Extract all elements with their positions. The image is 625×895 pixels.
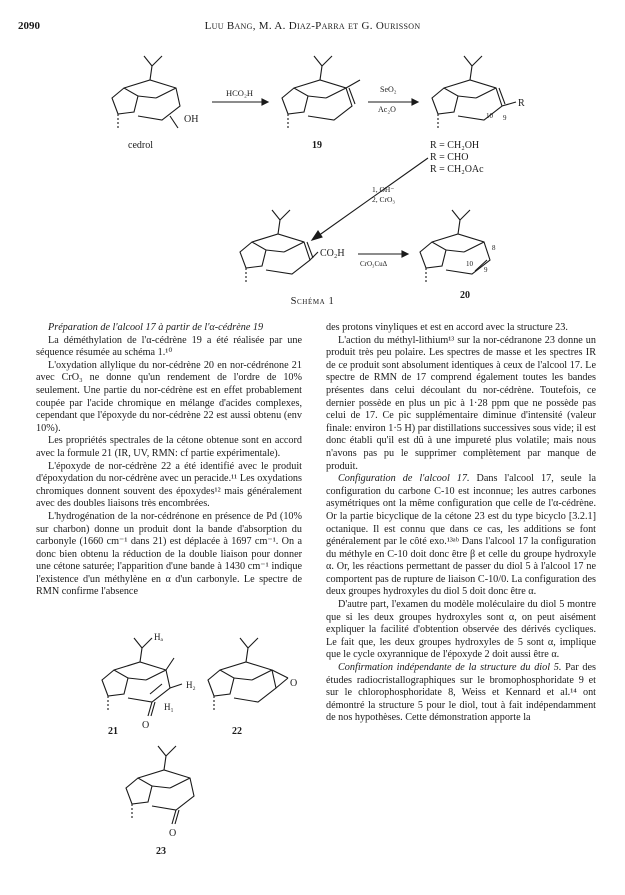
nor-cedrene-structure bbox=[420, 210, 490, 284]
left-paragraph-1: La déméthylation de l'α-cédrène 19 a été réalisée par une séquence résumée au schéma 1.¹⁰ bbox=[36, 334, 302, 359]
alpha-cedrene-structure bbox=[282, 56, 360, 130]
running-head: Luu Bang, M. A. Diaz-Parra et G. Ourisson bbox=[204, 20, 421, 32]
structure-23 bbox=[126, 746, 194, 824]
r-def-3: R = CH₂OAc bbox=[430, 164, 484, 175]
label-ha: Hₐ bbox=[154, 632, 163, 642]
section-heading-configuration: Configuration de l'alcool 17. bbox=[338, 473, 470, 485]
label-r: R bbox=[518, 98, 525, 109]
cedrol-structure bbox=[112, 56, 180, 130]
reagent-ac2o: Ac₂O bbox=[378, 105, 396, 114]
left-paragraph-3: Les propriétés spectrales de la cétone obtenue sont en accord avec la formule 21 (IR, UV, RMN: cf partie expérimentale). bbox=[36, 435, 302, 459]
section-heading-preparation: Préparation de l'alcool 17 à partir de l'α-cédrène 19 bbox=[48, 322, 264, 333]
label-c10-bottom: 10 bbox=[466, 260, 473, 268]
label-c10-top: 10 bbox=[486, 112, 493, 120]
label-o-21: O bbox=[142, 720, 150, 731]
page-number: 2090 bbox=[18, 20, 40, 32]
structures-svg bbox=[36, 628, 302, 890]
label-co2h: CO₂H bbox=[320, 248, 345, 259]
label-23: 23 bbox=[156, 846, 166, 857]
label-cedrol: cedrol bbox=[128, 140, 153, 151]
label-o-23: O bbox=[169, 828, 177, 839]
label-21: 21 bbox=[108, 726, 118, 737]
right-paragraph-3: Dans l'alcool 17, seule la configuration du carbone C-10 est inconnue; les autres carbones asymétriques ont la même configuration que celle de l'α-cédrène. Or la partie bicyclique de la cétone 23 est du type bicyclo [3.2.1] octanique. Il est connu que dans ce cas, les additions se font généralement par le côté exo.¹³ᵃᵇ Dans l'alcool 17 la configuration du méthyle en C-10 doit donc être β et celle du groupe hydroxyle α. Or, les réactions permettant de passer du diol 5 à l'alcool 17 ne comportent pas de rupture de liaison C-10/0. La configuration des deux groupes hydroxyles du diol 5 doit donc être α. bbox=[326, 473, 597, 598]
page-header bbox=[18, 20, 607, 36]
left-paragraph-5: L'hydrogénation de la nor-cédrénone en présence de Pd (10% sur charbon) donne un produit dont la bande d'absorption du carbonyle (1660 cm⁻¹ dans 21) est déplacée à 1697 cm⁻¹. On a donc bien obtenu la réduction de la double liaison pour donner une cétone saturée; l'apparition d'une bande à 1430 cm⁻¹ indique l'existence d'un méthylène en α d'un carbonyle. Le spectre de RMN confirme l'absence bbox=[36, 510, 302, 598]
reaction-scheme bbox=[0, 40, 625, 315]
acid-structure bbox=[240, 210, 318, 284]
structures-21-22-23 bbox=[36, 628, 302, 890]
label-c8: 8 bbox=[492, 244, 496, 252]
label-19: 19 bbox=[312, 140, 322, 151]
label-oh: OH bbox=[184, 114, 199, 125]
scheme-svg bbox=[0, 40, 625, 315]
label-o-22: O bbox=[290, 678, 298, 689]
scheme-caption: Schéma 1 bbox=[290, 296, 335, 307]
right-paragraph-5: Par des études radiocristallographiques sur le bromophosphoridate 9 et sur le chlorophosphoridate 8, Weiss et Kennard et al.¹⁴ ont démontré la structure 5 pour le diol, tout à fait indépendamment de nos hypothèses. Cette démonstration apporte la bbox=[326, 662, 596, 724]
label-20: 20 bbox=[460, 290, 470, 301]
section-heading-confirmation: Confirmation indépendante de la structure du diol 5. bbox=[338, 662, 562, 674]
left-paragraph-4: L'époxyde de nor-cédrène 22 a été identifié avec le produit d'époxydation du nor-cédrène avec un peracide.¹¹ Les oxydations chromiques donnent souvent des époxydes¹² mais généralement avec des doubles liaisons très encombrées. bbox=[36, 460, 302, 510]
label-c9-top: 9 bbox=[503, 114, 507, 122]
reagent-cro3: 2, CrO₃ bbox=[372, 195, 396, 204]
left-column bbox=[36, 322, 302, 599]
reagent-crocu: CrO₃CuΔ bbox=[360, 260, 388, 268]
reagent-oh: 1, OH⁻ bbox=[372, 185, 395, 194]
reagent-seo2: SeO₂ bbox=[380, 85, 397, 94]
right-paragraph-4: D'autre part, l'examen du modèle moléculaire du diol 5 montre que si les deux groupes hydroxyles sont α, on peut aisément expliquer la facilité d'obtention observée des dérivés cycliques. Le fait que, les deux groupes hydroxyles de 5 sont α, implique que le cycle oxyrannique de l'époxyde 2 doit aussi être α. bbox=[326, 599, 596, 661]
label-22: 22 bbox=[232, 726, 242, 737]
label-h1: H₁ bbox=[164, 702, 174, 712]
reagent-hco2h: HCO₂H bbox=[226, 88, 254, 98]
left-paragraph-2: L'oxydation allylique du nor-cédrène 20 en nor-cédrénone 21 avec CrO₃ ne donne qu'un rendement de l'ordre de 10% seulement. Une partie du nor-cédrène est en effet probablement coupée par l'acide chromique en mélange d'acides complexes, cependant que l'époxyde du nor-cédrène 22 est aussi obtenu (env 10%). bbox=[36, 359, 302, 434]
r-def-2: R = CHO bbox=[430, 152, 469, 163]
label-c9-bottom: 9 bbox=[484, 266, 488, 274]
right-column bbox=[326, 322, 596, 725]
label-h2: H₂ bbox=[186, 680, 196, 690]
right-paragraph-1: des protons vinyliques et est en accord avec la structure 23. bbox=[326, 322, 568, 333]
r-def-1: R = CH₂OH bbox=[430, 140, 480, 151]
right-paragraph-2: L'action du méthyl-lithium¹³ sur la nor-cédranone 23 donne un produit très peu polaire. Les spectres de masse et les spectres IR de ce produit sont absolument identiques à ceux de l'alcool 17. Le spectre de RMN de 17 comprend également toutes les bandes présentes dans celui découlant du nor-cédrène. Toutefois, ce dernier possède en plus un pic à 1·28 ppm que ne possède pas celui de 17. Ce pic supplémentaire diminue d'intensité (valeur finale: environ 1·5 H) par distillations successives sous vide; il est donc établi qu'il est dû à une impureté plus volatile; mais nous n'avons pas pu le supprimer complètement par manque de produit. bbox=[326, 334, 596, 472]
structure-22 bbox=[208, 638, 288, 712]
